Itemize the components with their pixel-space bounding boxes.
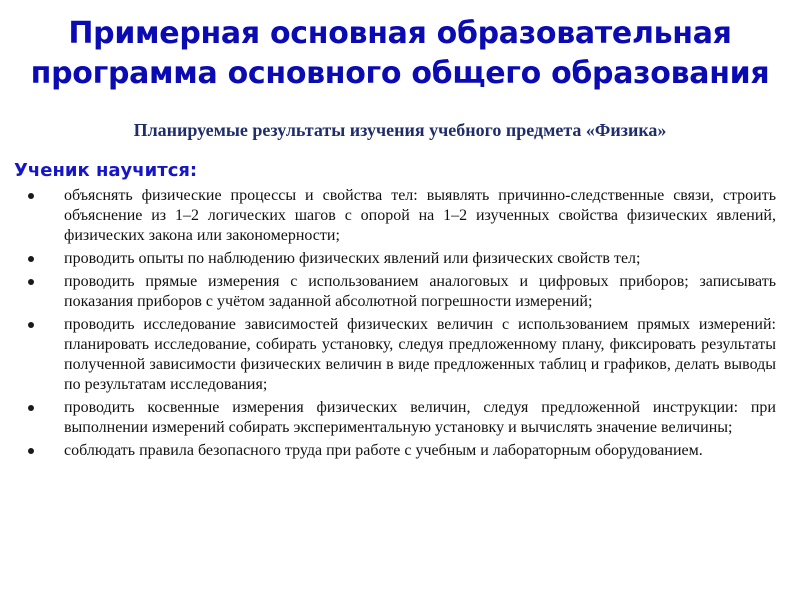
learner-heading: Ученик научится: — [14, 160, 198, 181]
list-item-text: объяснять физические процессы и свойства тел: выявлять причинно-следственные связи, строить объяснение из 1–2 логических шагов с опорой на 1–2 изученных свойства физических явлений, физических закона или закономерности; — [64, 187, 776, 244]
bullet-icon — [28, 448, 34, 454]
list-item — [28, 315, 776, 395]
list-item — [28, 398, 776, 438]
bullet-icon — [28, 256, 34, 262]
list-item-text: соблюдать правила безопасного труда при работе с учебным и лабораторным оборудованием. — [64, 442, 703, 459]
list-item — [28, 441, 776, 461]
list-item-text: проводить прямые измерения с использованием аналоговых и цифровых приборов; записывать показания приборов с учётом заданной абсолютной погрешности измерений; — [64, 273, 776, 310]
page-title — [0, 14, 800, 94]
bullet-icon — [28, 279, 34, 285]
bullet-icon — [28, 193, 34, 199]
page-title-line-1: Примерная основная образовательная — [68, 16, 732, 51]
bullet-icon — [28, 405, 34, 411]
outcomes-list — [28, 186, 776, 464]
list-item-text: проводить исследование зависимостей физических величин с использованием прямых измерений: планировать исследование, собирать установку, следуя предложенному плану, фиксировать результаты полученной зависимости физических величин в виде предложенных таблиц и графиков, делать выводы по результатам исследования; — [64, 316, 776, 393]
subtitle: Планируемые результаты изучения учебного предмета «Физика» — [133, 120, 667, 140]
list-item — [28, 249, 776, 269]
list-item-text: проводить косвенные измерения физических величин, следуя предложенной инструкции: при выполнении измерений собирать экспериментальную установку и вычислять значение величины; — [64, 399, 776, 436]
list-item — [28, 186, 776, 246]
list-item-text: проводить опыты по наблюдению физических явлений или физических свойств тел; — [64, 250, 641, 267]
bullet-icon — [28, 322, 34, 328]
page-title-line-2: программа основного общего образования — [30, 56, 770, 91]
list-item — [28, 272, 776, 312]
